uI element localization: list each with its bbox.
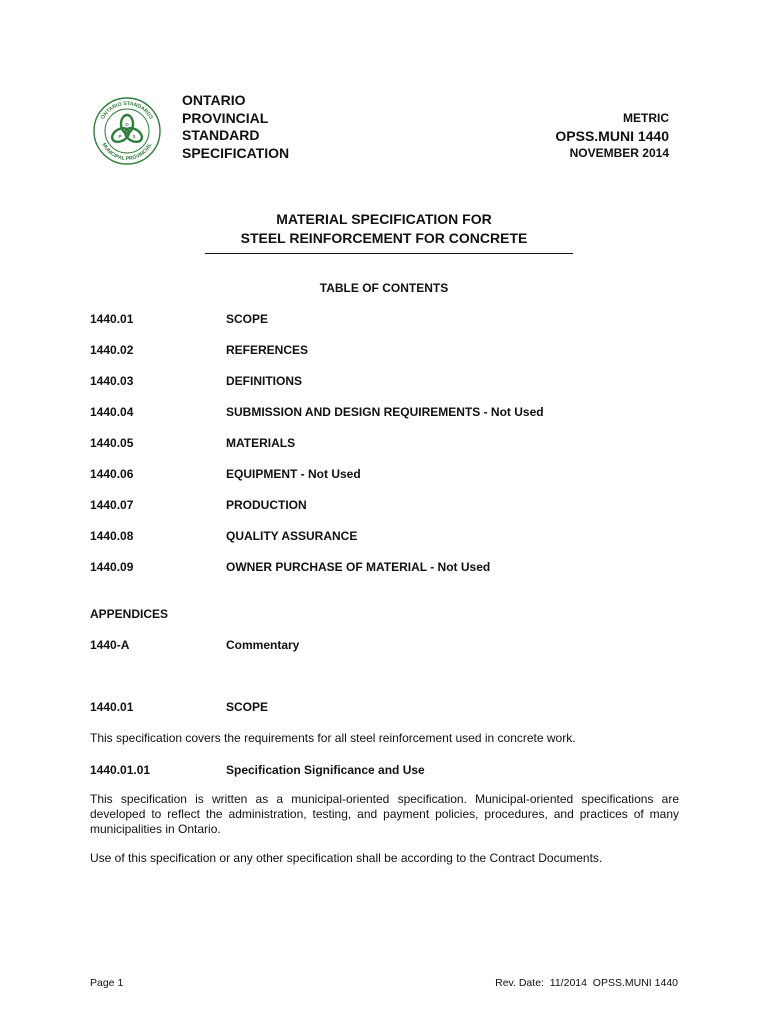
appendices-heading-text: APPENDICES bbox=[90, 607, 169, 621]
toc-item-label: PRODUCTION bbox=[226, 498, 307, 512]
significance-paragraph-2: Use of this specification or any other specification shall be according to the Contract Documents. bbox=[90, 851, 603, 865]
section-title: SCOPE bbox=[226, 700, 269, 714]
spec-date: NOVEMBER 2014 bbox=[569, 146, 669, 160]
toc-item[interactable] bbox=[90, 436, 690, 467]
toc-item[interactable] bbox=[90, 560, 690, 591]
appendix-number: 1440-A bbox=[90, 638, 130, 652]
table-of-contents bbox=[90, 312, 690, 591]
seal-ring-top: ONTARIO STANDARDS bbox=[100, 100, 154, 121]
toc-item[interactable] bbox=[90, 343, 690, 374]
toc-item[interactable] bbox=[90, 467, 690, 498]
toc-item-number: 1440.07 bbox=[90, 498, 134, 512]
toc-item-label: SCOPE bbox=[226, 312, 269, 326]
toc-item-number: 1440.09 bbox=[90, 560, 134, 574]
toc-item[interactable] bbox=[90, 374, 690, 405]
section-number: 1440.01 bbox=[90, 700, 134, 714]
footer-revision: Rev. Date: 11/2014 OPSS.MUNI 1440 bbox=[495, 977, 678, 989]
toc-item[interactable] bbox=[90, 498, 690, 529]
toc-item-number: 1440.08 bbox=[90, 529, 134, 543]
toc-item-label: EQUIPMENT - Not Used bbox=[226, 467, 361, 481]
toc-item-number: 1440.01 bbox=[90, 312, 134, 326]
document-title bbox=[0, 210, 768, 248]
toc-item-label: DEFINITIONS bbox=[226, 374, 303, 388]
seal-letter-s: S bbox=[132, 134, 136, 139]
toc-item-label: QUALITY ASSURANCE bbox=[226, 529, 358, 543]
toc-item-label: MATERIALS bbox=[226, 436, 296, 450]
toc-item-label: SUBMISSION AND DESIGN REQUIREMENTS - Not Used bbox=[226, 405, 544, 419]
seal-letter-o: O bbox=[125, 122, 129, 127]
title-line-1: MATERIAL SPECIFICATION FOR bbox=[276, 211, 492, 227]
appendix-label: Commentary bbox=[226, 638, 300, 652]
ontario-standards-seal-icon bbox=[92, 96, 162, 166]
toc-item[interactable] bbox=[90, 312, 690, 343]
footer-page-number: Page 1 bbox=[90, 977, 124, 989]
toc-item-number: 1440.05 bbox=[90, 436, 134, 450]
significance-paragraph-1: This specification is written as a municipal-oriented specification. Municipal-oriented specifications are developed to reflect the administration, testing, and payment policies, procedures, and practices of many municipalities in Ontario. bbox=[90, 792, 679, 836]
toc-item-label: OWNER PURCHASE OF MATERIAL - Not Used bbox=[226, 560, 491, 574]
spec-identifier bbox=[555, 108, 669, 160]
subsection-number: 1440.01.01 bbox=[90, 763, 151, 777]
toc-item-label: REFERENCES bbox=[226, 343, 309, 357]
org-line: STANDARD bbox=[182, 127, 260, 143]
spec-code: OPSS.MUNI 1440 bbox=[555, 128, 669, 144]
scope-paragraph: This specification covers the requirements for all steel reinforcement used in concrete work. bbox=[90, 731, 576, 745]
seal-letter-p: P bbox=[118, 134, 122, 139]
metric-label: METRIC bbox=[623, 111, 669, 125]
toc-item[interactable] bbox=[90, 405, 690, 436]
organization-name bbox=[182, 92, 289, 162]
org-line: ONTARIO bbox=[182, 92, 246, 108]
org-line: SPECIFICATION bbox=[182, 144, 290, 161]
org-line: PROVINCIAL bbox=[182, 109, 269, 126]
seal-ring-bottom: MUNICIPAL PROVINCIAL bbox=[100, 142, 154, 163]
toc-item-number: 1440.03 bbox=[90, 374, 134, 388]
toc-heading: TABLE OF CONTENTS bbox=[319, 281, 449, 295]
toc-item-number: 1440.02 bbox=[90, 343, 134, 357]
toc-item-number: 1440.06 bbox=[90, 467, 134, 481]
toc-item[interactable] bbox=[90, 529, 690, 560]
toc-item-number: 1440.04 bbox=[90, 405, 134, 419]
title-divider bbox=[205, 253, 573, 254]
title-line-2: STEEL REINFORCEMENT FOR CONCRETE bbox=[240, 230, 528, 246]
subsection-title: Specification Significance and Use bbox=[226, 763, 425, 777]
